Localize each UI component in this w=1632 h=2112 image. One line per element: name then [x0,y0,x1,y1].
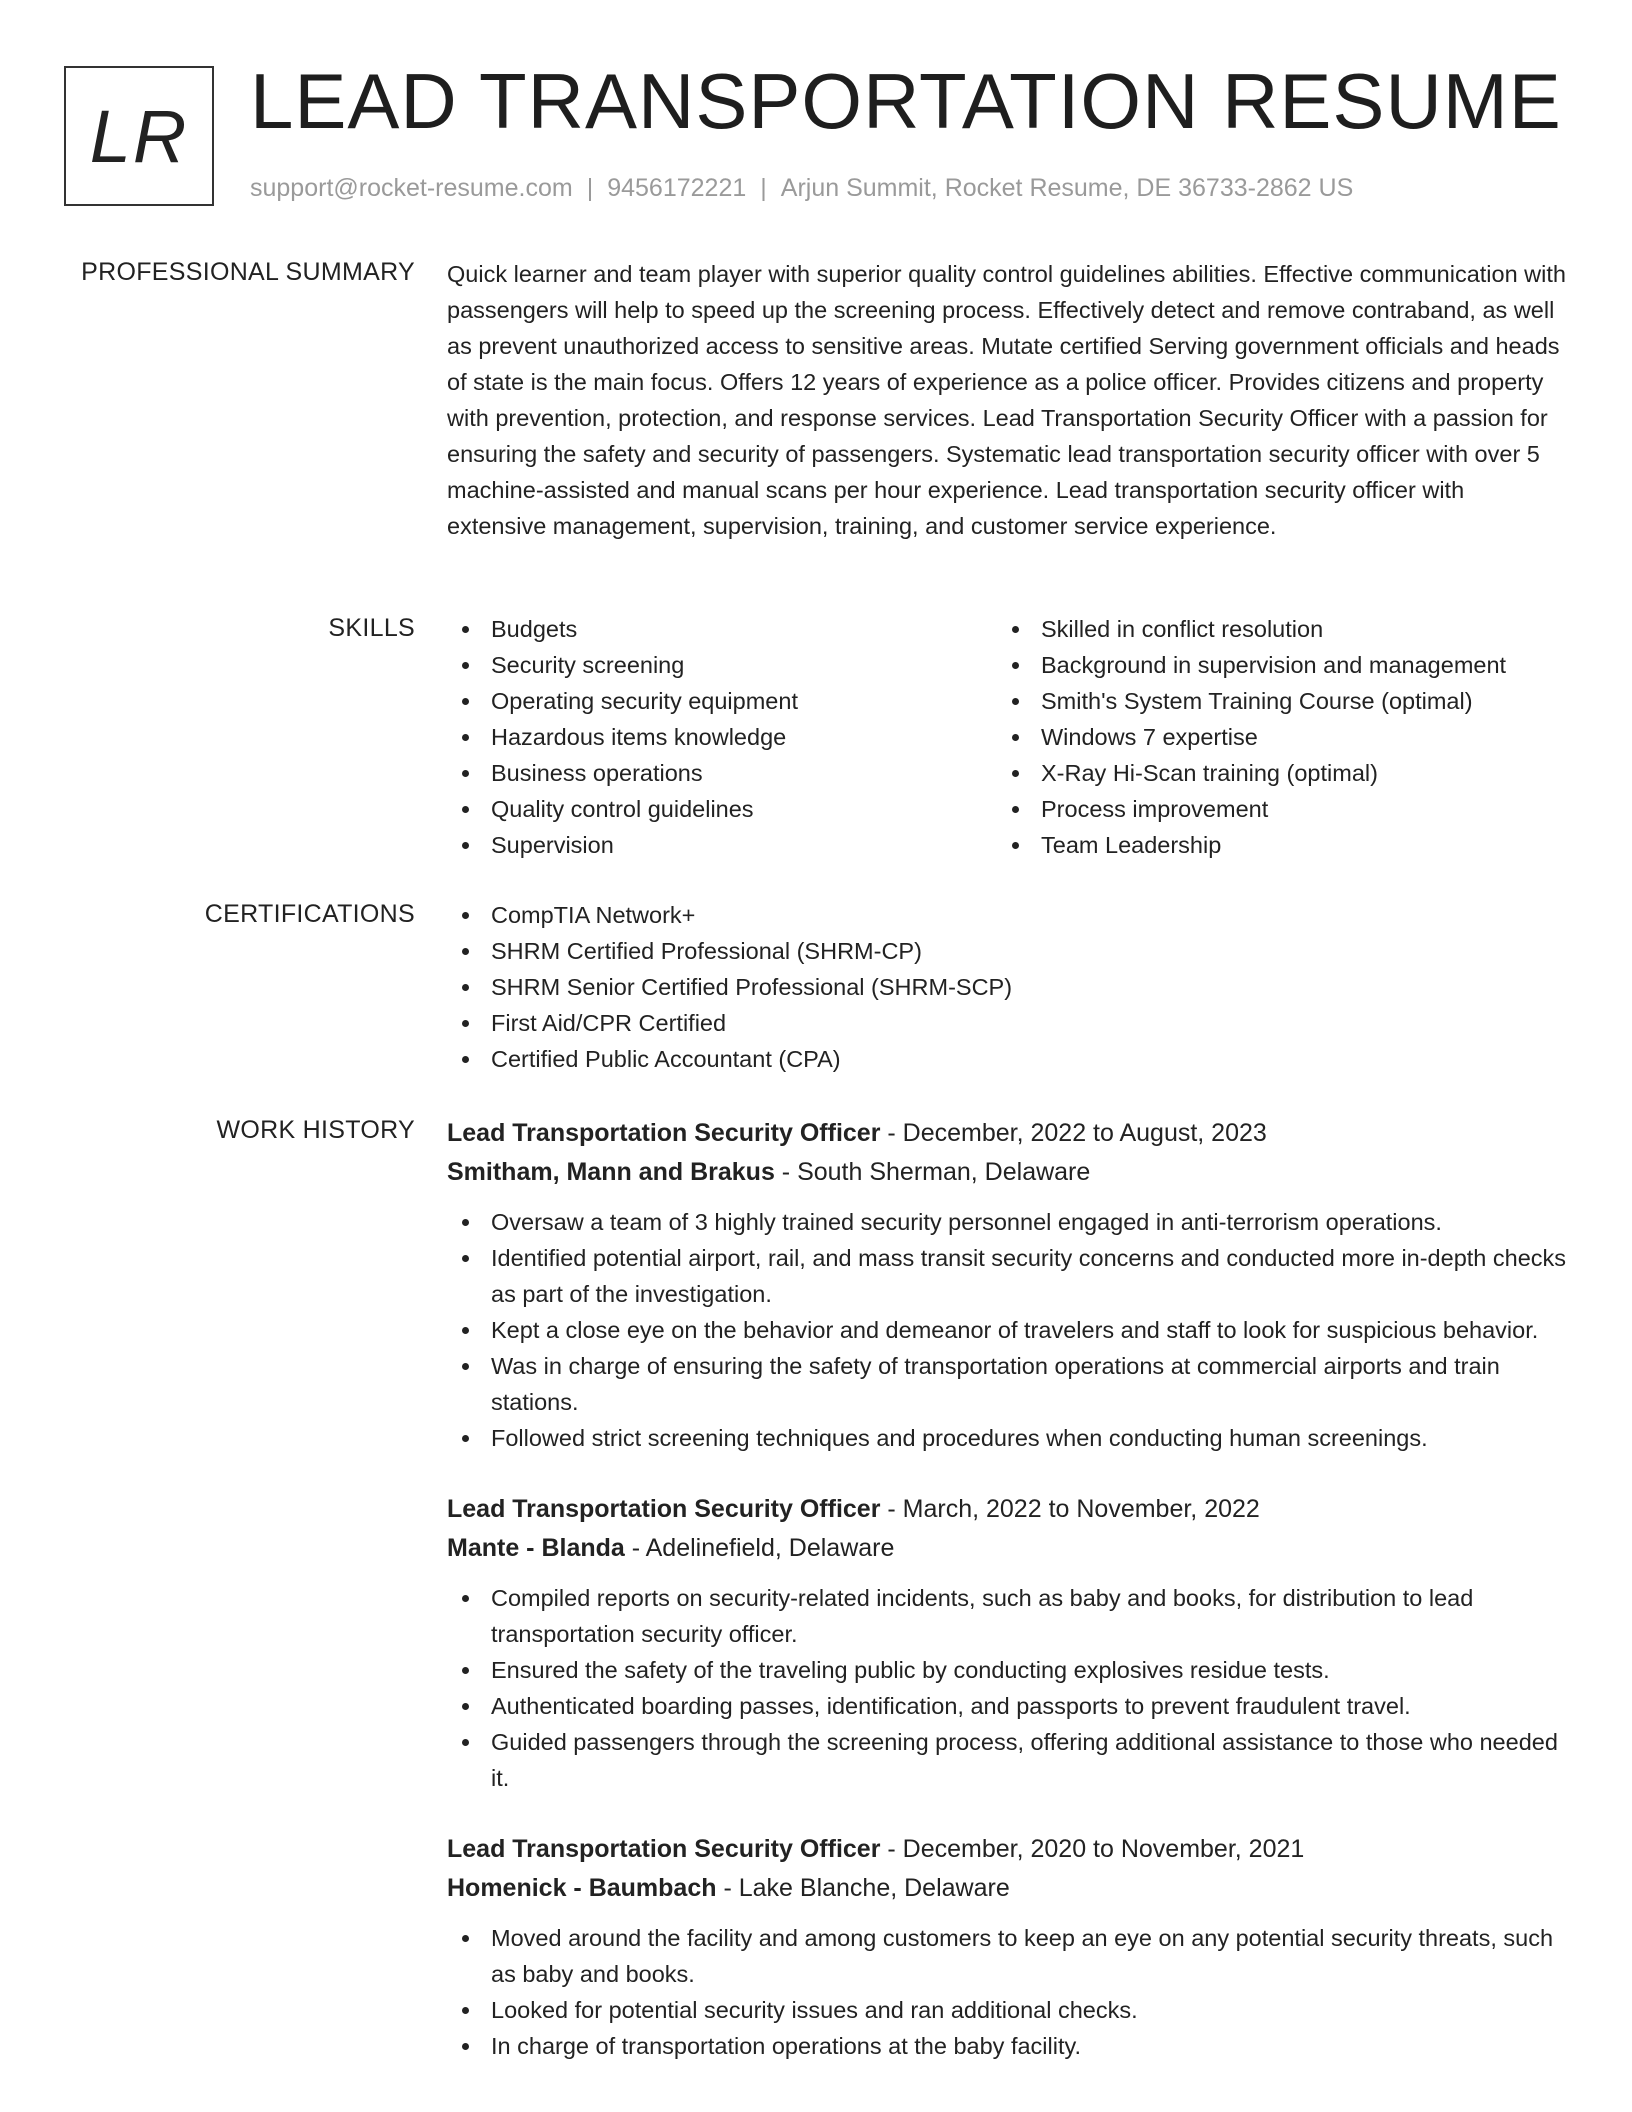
skill-item: Business operations [447,755,997,791]
job-company-line [447,1153,1567,1192]
skills-body [447,611,1567,863]
job-company-line [447,1869,1567,1908]
job-title-line [447,1490,1567,1529]
skill-item: Hazardous items knowledge [447,719,997,755]
job-location: - Lake Blanche, Delaware [716,1874,1010,1902]
certifications-list [447,897,1567,1077]
section-label: WORK HISTORY [216,1116,415,1144]
job-bullet: Oversaw a team of 3 highly trained security personnel engaged in anti-terrorism operations. [447,1204,1567,1240]
job-company-line [447,1529,1567,1568]
section-label: CERTIFICATIONS [204,900,415,928]
certification-item: SHRM Certified Professional (SHRM-CP) [447,933,1567,969]
skill-item: Team Leadership [997,827,1547,863]
certification-item: Certified Public Accountant (CPA) [447,1041,1567,1077]
contact-line [250,174,1353,203]
skill-item: Budgets [447,611,997,647]
skill-item: Process improvement [997,791,1547,827]
skill-item: Windows 7 expertise [997,719,1547,755]
job-bullet: Identified potential airport, rail, and mass transit security concerns and conducted more in-depth checks as part of the investigation. [447,1240,1567,1312]
job-title-line [447,1830,1567,1869]
skill-item: Smith's System Training Course (optimal) [997,683,1547,719]
job-location: - South Sherman, Delaware [774,1158,1091,1186]
skill-item: Operating security equipment [447,683,997,719]
certification-item: SHRM Senior Certified Professional (SHRM-SCP) [447,969,1567,1005]
job-bullet: Guided passengers through the screening process, offering additional assistance to those who needed it. [447,1724,1567,1796]
contact-separator: | [760,174,767,202]
job-bullet: Looked for potential security issues and ran additional checks. [447,1992,1567,2028]
job-dates: - March, 2022 to November, 2022 [880,1495,1260,1523]
job-entry [447,1114,1567,1456]
skill-item: Background in supervision and management [997,647,1547,683]
job-entry [447,1490,1567,1796]
certification-item: CompTIA Network+ [447,897,1567,933]
skills-list-right [997,611,1547,863]
job-dates: - December, 2022 to August, 2023 [880,1119,1267,1147]
job-title: Lead Transportation Security Officer [447,1835,881,1863]
job-bullet: Was in charge of ensuring the safety of transportation operations at commercial airports and train stations. [447,1348,1567,1420]
skills-list-left [447,611,997,863]
contact-phone[interactable]: 9456172221 [607,174,747,202]
job-company: Homenick - Baumbach [447,1874,717,1902]
job-location: - Adelinefield, Delaware [624,1534,895,1562]
contact-email[interactable]: support@rocket-resume.com [250,174,573,202]
skill-item: X-Ray Hi-Scan training (optimal) [997,755,1547,791]
job-bullets [447,1204,1567,1456]
job-bullet: Compiled reports on security-related incidents, such as baby and books, for distribution to lead transportation security officer. [447,1580,1567,1652]
section-label: SKILLS [328,614,415,642]
job-bullets [447,1920,1567,2064]
summary-text: Quick learner and team player with superior quality control guidelines abilities. Effective communication with passengers will help to speed up the screening process. Effectively detect and remove contraband, as well as prevent unauthorized access to sensitive areas. Mutate certified Serving government officials and heads of state is the main focus. Offers 12 years of experience as a police officer. Provides citizens and property with prevention, protection, and response services. Lead Transportation Security Officer with a passion for ensuring the safety and security of passengers. Systematic lead transportation security officer with over 5 machine-assisted and manual scans per hour experience. Lead transportation security officer with extensive management, supervision, training, and customer service experience. [447,261,1566,539]
job-bullets [447,1580,1567,1796]
job-dates: - December, 2020 to November, 2021 [880,1835,1305,1863]
job-title-line [447,1114,1567,1153]
job-company: Smitham, Mann and Brakus [447,1158,775,1186]
job-title: Lead Transportation Security Officer [447,1495,881,1523]
job-company: Mante - Blanda [447,1534,625,1562]
job-bullet: Kept a close eye on the behavior and demeanor of travelers and staff to look for suspicious behavior. [447,1312,1567,1348]
summary-body [447,256,1567,544]
job-title: Lead Transportation Security Officer [447,1119,881,1147]
skill-item: Security screening [447,647,997,683]
section-label: PROFESSIONAL SUMMARY [81,258,415,286]
skill-item: Skilled in conflict resolution [997,611,1547,647]
contact-separator: | [586,174,594,202]
certifications-body [447,897,1567,1077]
job-bullet: Followed strict screening techniques and procedures when conducting human screenings. [447,1420,1567,1456]
job-bullet: Ensured the safety of the traveling public by conducting explosives residue tests. [447,1652,1567,1688]
resume-title: LEAD TRANSPORTATION RESUME [250,57,1562,145]
job-entry [447,1830,1567,2064]
job-bullet: Moved around the facility and among customers to keep an eye on any potential security threats, such as baby and books. [447,1920,1567,1992]
skill-item: Quality control guidelines [447,791,997,827]
monogram-logo: LR [64,66,214,206]
contact-address: Arjun Summit, Rocket Resume, DE 36733-2862 US [780,174,1354,202]
skill-item: Supervision [447,827,997,863]
certification-item: First Aid/CPR Certified [447,1005,1567,1041]
work-history-body [447,1114,1567,2098]
job-bullet: Authenticated boarding passes, identification, and passports to prevent fraudulent travel. [447,1688,1567,1724]
job-bullet: In charge of transportation operations at the baby facility. [447,2028,1567,2064]
